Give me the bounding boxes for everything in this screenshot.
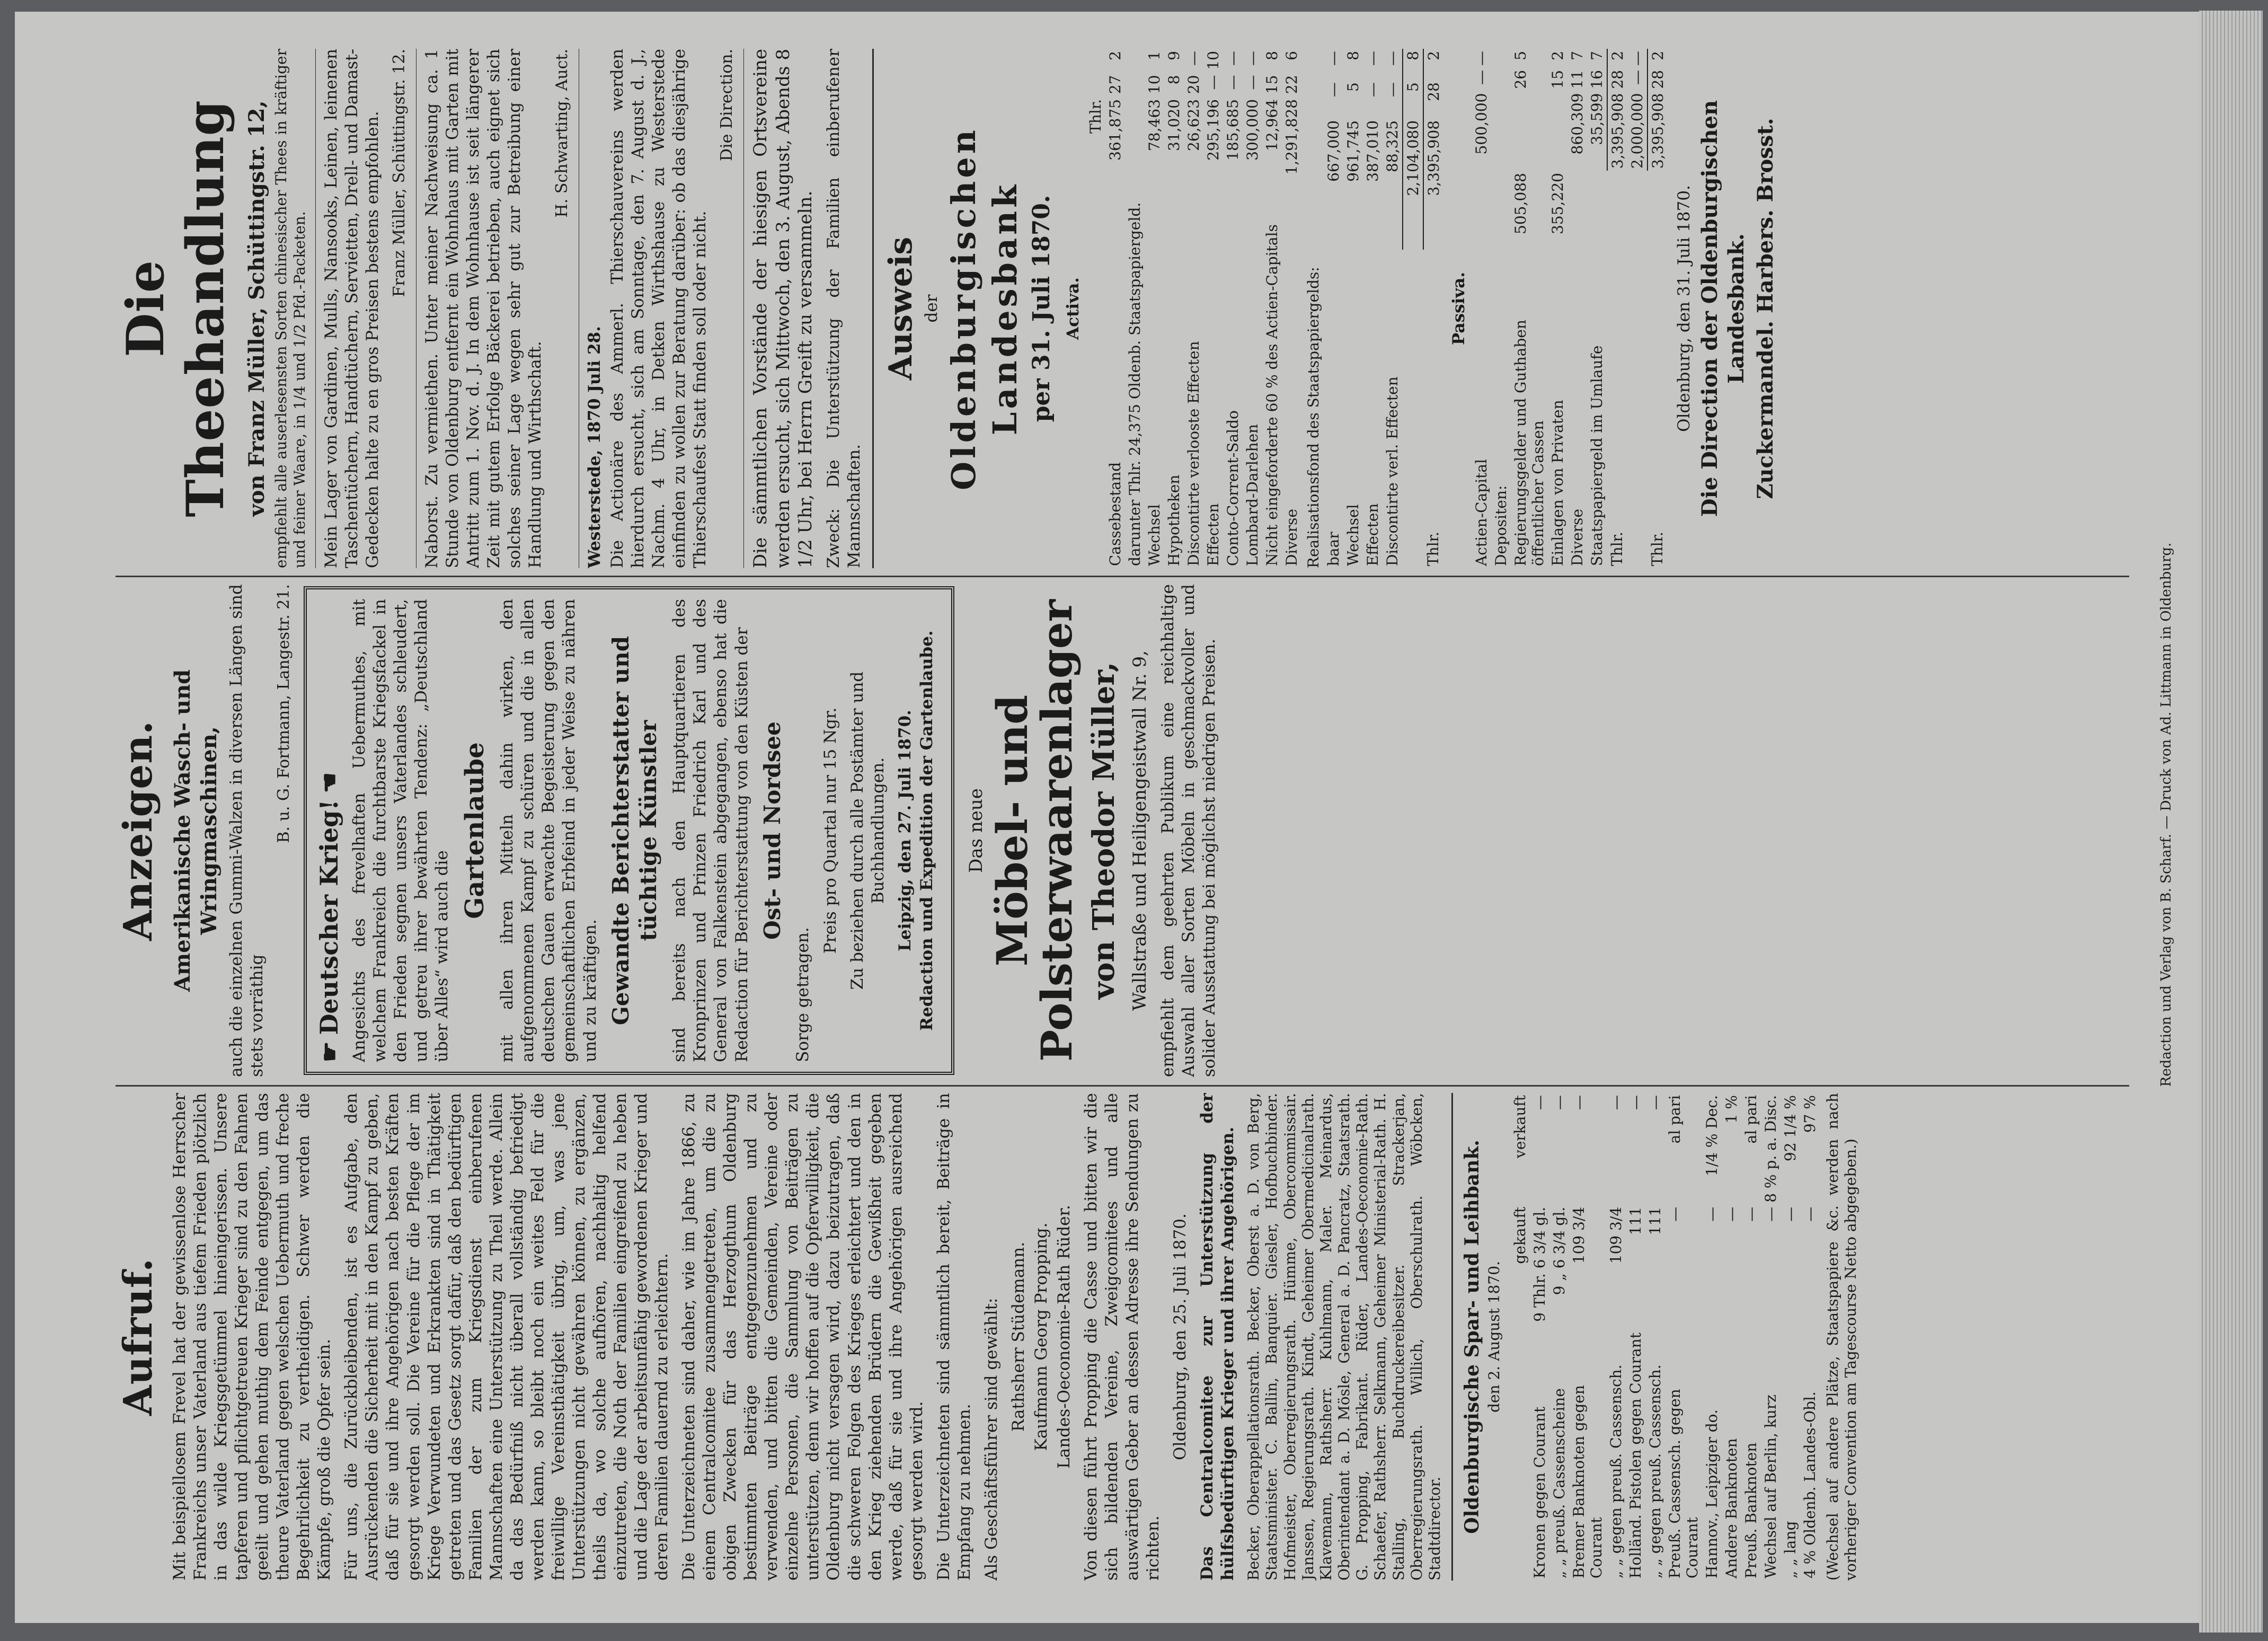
row-sub — [1472, 171, 1491, 236]
table-row — [1606, 1093, 1626, 1581]
vermiethen-signature: H. Schwarting, Auct. — [552, 49, 571, 218]
row-sub — [1587, 171, 1607, 236]
moebel-title: Möbel- und Polsterwaarenlager — [987, 599, 1082, 1062]
divider — [315, 49, 316, 568]
row-sell: — — [1530, 1095, 1548, 1110]
blank — [1086, 73, 1105, 97]
aufruf-paragraph-4: Die Unterzeichneten sind sämmtlich bereit, Beiträge in Empfang zu nehmen. — [934, 1093, 974, 1581]
table-row — [1530, 1093, 1549, 1581]
activa-heading: Activa. — [1063, 277, 1083, 340]
row-label: baar — [1324, 532, 1342, 566]
row-grote: 8 — [1165, 75, 1183, 85]
ortsvereine-text: Die sämmtlichen Vorstände der hiesigen Ortsvereine werden ersucht, sich Mittwoch, den 3. August, Abends 8 1/2 Uhr, bei Herrn Greift zu versammeln. — [749, 49, 817, 568]
divider — [416, 49, 417, 568]
thierschau-date: Westerstede, 1870 Juli 28. — [584, 326, 604, 568]
blank — [1607, 171, 1627, 236]
table-row — [1741, 1093, 1761, 1581]
activa-total-schwaren: 2 — [1423, 49, 1443, 80]
row-thaler: 26,623 — [1184, 99, 1202, 152]
row-thaler: 78,463 — [1145, 99, 1163, 152]
blank — [1086, 180, 1105, 184]
bank-date: den 2. August 1870. — [1485, 1261, 1503, 1413]
row-grote: — — [1243, 75, 1261, 90]
row-label: Hypotheken — [1165, 474, 1183, 566]
row-grote: — — [1204, 75, 1222, 90]
table-row — [1203, 49, 1223, 568]
moebel-das: Das neue — [965, 788, 987, 873]
manager-name-1: Rathsherr Stüdemann. — [1008, 1241, 1028, 1432]
row-sell: — — [1550, 1095, 1568, 1110]
krieg-paragraph-3: sind bereits nach den Hauptquartieren des Kronprinzen und Prinzen Friedrich Karl und des General von Falkenstein abgegangen, ebenso hat die Redaction für Berichterstattung von den Küsten der — [670, 599, 751, 1062]
table-row — [1626, 1093, 1645, 1581]
row-sub — [1491, 171, 1511, 236]
row-buy: 111 — [1646, 1206, 1664, 1236]
moebel-owner: von Theodor Müller, — [1086, 661, 1121, 1000]
aufruf-paragraph-5: Als Geschäftsführer sind gewählt: — [981, 1298, 1001, 1581]
row-grote: — — [1324, 82, 1342, 98]
divider — [872, 49, 874, 568]
ausweis-der: der — [922, 294, 941, 323]
row-sell: al pari — [1742, 1095, 1760, 1144]
row-label: Diverse — [1568, 508, 1586, 566]
row-label: „ „ gegen preuß. Cassensch. — [1646, 1364, 1664, 1578]
table-row — [1472, 49, 1491, 568]
row-label: 4 % Oldenb. Landes-Obl. — [1801, 1391, 1819, 1578]
activa-total-currency: Thlr. — [1424, 532, 1442, 566]
row-thaler — [1125, 97, 1145, 180]
table-row — [1647, 49, 1668, 568]
thee-subtitle: von Franz Müller, Schüttingstr. 12, — [244, 100, 269, 517]
ausweis-signers: Zuckermandel. Harbers. Brosst. — [1752, 118, 1778, 499]
committee-members: Becker, Oberappellationsrath. Becker, Oberst a. D. von Berg, Staatsminister. C. Ballin, Banquier. Giesler, Hofbuchbinder. Hofmeister, Oberregierungsrath. Hümme, Obercommissair. Janssen, Regierungsrath. Kindt, Geheimer Obermedicinalrath. Klavemann, Rathsherr. Kuhlmann, Maler. Meinardus, Oberintendant a. D. Mösle, General a. D. Pancratz, Staatsrath. G. Propping, Fabrikant. Rüder, Landes-Oeconomie-Rath. Schaefer, Rathsherr. Selkmann, Geheimer Ministerial-Rath. H. Stalling, Buchdruckereibesitzer. Strackerjan, Oberregierungsrath. Willich, Oberschulrath. Wöbcken, Stadtdirector. — [1245, 1093, 1443, 1581]
manager-name-2: Kaufmann Georg Propping. — [1031, 1222, 1051, 1451]
sub1-total: 3,395,908 — [1607, 91, 1627, 171]
real-total-grote: 5 — [1403, 80, 1423, 118]
realisation-table — [1324, 49, 1443, 568]
row-sub — [1567, 171, 1587, 236]
row-buy: — — [1665, 1206, 1684, 1222]
gartenlaube-name: Gartenlaube — [459, 742, 490, 919]
row-buy: — — [1761, 1206, 1779, 1222]
header-sell: verkauft — [1511, 1095, 1529, 1159]
row-sub: 355,220 — [1548, 173, 1566, 234]
thee-title: Die Theehandlung — [116, 100, 235, 517]
row-sub — [1223, 180, 1243, 184]
row-label: Hannov., Leipziger do. — [1703, 1409, 1721, 1578]
row-label: Holländ. Pistolen gegen Courant — [1626, 1333, 1644, 1578]
ausweis-place-date: Oldenburg, den 31. Juli 1870. — [1674, 185, 1694, 432]
row-schwaren: 5 — [1511, 51, 1529, 60]
column-2 — [116, 584, 2161, 1077]
row-schwaren: 8 — [1344, 51, 1362, 60]
row-schwaren: 7 — [1568, 51, 1586, 60]
row-label: „ „ lang — [1781, 1521, 1799, 1578]
blank — [1086, 49, 1105, 73]
realisation-title: Realisationsfond des Staatspapiergelds: — [1304, 267, 1322, 568]
ausweis-bank: Oldenburgischen Landesbank — [944, 127, 1025, 490]
real-total: 2,104,080 — [1403, 118, 1423, 250]
row-thaler: 185,685 — [1224, 99, 1242, 161]
table-row — [1086, 49, 1105, 568]
thierschau-signature: Die Direction. — [717, 49, 736, 162]
row-grote: 16 — [1588, 70, 1606, 89]
table-row — [1607, 49, 1627, 568]
row-sub: 667,000 — [1324, 120, 1342, 182]
newspaper-page — [15, 12, 2214, 1623]
row-schwaren: 9 — [1165, 51, 1183, 60]
table-row — [1383, 49, 1403, 568]
sub1-schwaren: 2 — [1607, 49, 1627, 68]
row-grote: — — [1383, 82, 1401, 98]
gartenlaube-ad — [304, 586, 954, 1075]
row-schwaren: — — [1243, 51, 1261, 66]
row-schwaren: 2 — [1106, 51, 1124, 60]
row-label: Wechsel — [1344, 504, 1362, 566]
krieg-order: Zu beziehen durch alle Postämter und Buchhandlungen. — [847, 671, 888, 990]
divider — [1451, 1093, 1453, 1581]
row-label: Diverse — [1282, 508, 1300, 566]
manager-name-3: Landes-Oeconomie-Rath Rüder. — [1054, 1205, 1074, 1469]
row-label: Discontirte verl. Effecten — [1383, 376, 1401, 566]
moebel-address: Wallstraße und Heiligengeistwall Nr. 9, — [1129, 650, 1151, 1011]
passiva-total-currency: Thlr. — [1648, 532, 1666, 566]
table-header — [1510, 1093, 1530, 1581]
committee-title: Das Centralcomitee zur Unterstützung der hülfsbedürftigen Krieger und ihrer Angehörigen. — [1198, 1093, 1238, 1581]
header-buy: gekauft — [1511, 1206, 1529, 1264]
ortsvereine-zweck: Zweck: Die Unterstützung der Familien einberufener Mannschaften. — [824, 49, 864, 568]
row-sell: — — [1646, 1095, 1664, 1110]
column-rule-2 — [116, 576, 2129, 577]
row-thaler: 361,875 — [1106, 99, 1124, 161]
row-grote: 27 — [1106, 75, 1124, 94]
table-row — [1587, 49, 1607, 568]
table-row — [1549, 1093, 1569, 1581]
exchange-table — [1510, 1093, 1820, 1581]
row-schwaren: — — [1363, 51, 1381, 66]
table-row — [1145, 49, 1164, 568]
anzeigen-title: Anzeigen. — [116, 720, 161, 941]
row-sub — [1105, 180, 1125, 184]
table-row — [1125, 49, 1145, 568]
krieg-paragraph-4: Sorge getragen. — [793, 927, 813, 1062]
aufruf-title: Aufruf. — [116, 1258, 161, 1416]
row-buy: 9 „ 6 3/4 gl. — [1550, 1206, 1568, 1295]
aufruf-paragraph-1: Mit beispiellosem Frevel hat der gewissenlose Herrscher Frankreichs unser Vaterland aus tiefem Frieden plötzlich in das wilde Kriegsgetümmel hineingerissen. Unsere tapferen und pflichtgetreuen Krieger sind zu den Fahnen geeilt und gehen muthig dem Feinde entgegen, um das theure Vaterland gegen welschen Uebermuth und freche Begehrlichkeit zu vertheidigen. Schwer werden die Kämpfe, groß die Opfer sein. — [170, 1093, 334, 1581]
table-row — [1164, 49, 1184, 568]
row-grote: 10 — [1145, 75, 1163, 94]
aufruf-paragraph-2: Für uns, die Zurückbleibenden, ist es Aufgabe, den Ausrückenden die Sicherheit mit in den Kampf zu geben, daß für sie und ihre Angehörigen nach besten Kräften gesorgt werden soll. Die Vereine für die Pflege der im Kriege Verwundeten und Erkrankten sind in Thätigkeit getreten und das Gesetz sorgt dafür, daß den bedürftigen Familien der zum Kriegsdienst einberufenen Mannschaften eine Unterstützung zu Theil werde. Allein da das Bedürfniß nicht überall vollständig befriedigt werden kann, so bleibt noch ein weites Feld für die freiwillige Vereinsthätigkeit übrig, um, was jene Unterstützungen nicht gewähren können, zu ergänzen, theils da, wo solche aufhören, nachhaltig helfend einzutreten, die Noth der Familien eingreifend zu heben und die Lage der arbeitsunfähig gewordenen Krieger und deren Familien dauernd zu erleichtern. — [342, 1093, 672, 1581]
blank — [1627, 236, 1647, 568]
row-label: Actien-Capital — [1472, 458, 1490, 566]
table-row — [1780, 1093, 1800, 1581]
table-row — [1702, 1093, 1722, 1581]
row-label: Andere Banknoten — [1722, 1438, 1740, 1578]
row-schwaren: — — [1383, 51, 1401, 66]
column-3 — [116, 49, 2161, 568]
table-row — [1262, 49, 1282, 568]
wasch-title: Amerikanische Wasch- und Wringmaschinen, — [170, 669, 222, 992]
table-row — [1184, 49, 1203, 568]
row-thaler: 12,964 — [1263, 99, 1281, 152]
thierschau-text: Die Actionäre des Ammerl. Thierschauvereins werden hierdurch ersucht, sich am Sonntage, den 7. August d. J., Nachm. 4 Uhr, in Detken Wirthshause zu Westerstede einfinden zu wollen zur Beratung darüber: ob das diesjährige Thierschaufest Statt finden soll oder nicht. — [607, 49, 710, 568]
table-row — [1423, 49, 1443, 568]
row-grote: 20 — [1184, 75, 1202, 94]
row-schwaren — [1125, 49, 1145, 73]
table-row — [1223, 49, 1243, 568]
bank-title: Oldenburgische Spar- und Leihbank. — [1461, 1140, 1484, 1534]
row-thaler: 500,000 — [1472, 93, 1490, 155]
row-schwaren: — — [1224, 51, 1242, 66]
row-label: Regierungsgelder und Guthaben öffentlicher Cassen — [1511, 320, 1547, 566]
row-thaler: 31,020 — [1165, 99, 1183, 152]
row-buy: 109 3/4 — [1570, 1206, 1588, 1264]
table-row — [1567, 49, 1587, 568]
row-sub: 505,088 — [1511, 173, 1529, 234]
activa-total-grote: 28 — [1423, 80, 1443, 118]
row-sub — [1145, 180, 1164, 184]
ausweis-date: per 31. Juli 1870. — [1028, 195, 1056, 422]
row-sub: 88,325 — [1383, 120, 1401, 172]
row-sub — [1203, 180, 1223, 184]
thee-paragraph-2: Mein Lager von Gardinen, Mulls, Nansooks, Leinen, leinenen Taschentüchern, Handtüchern, Servietten, Drell- und Damast-Gedecken halte zu en gros Preisen bestens empfohlen. — [321, 49, 382, 568]
ausweis-title: Ausweis — [882, 236, 920, 381]
krieg-price: Preis pro Quartal nur 15 Ngr. — [820, 707, 840, 954]
sub1-grote: 28 — [1607, 68, 1627, 91]
row-grote — [1125, 73, 1145, 97]
row-grote: — — [1363, 82, 1381, 98]
table-row — [1800, 1093, 1820, 1581]
row-buy: — — [1781, 1206, 1799, 1222]
krieg-paragraph-1: Angesichts des frevelhaften Uebermuthes, mit welchem Frankreich die furchtbarste Kriegsfackel in den Frieden segnen unsers Vaterlandes schleudert, und getreu ihrer bewährten Tendenz: „Deutschland über Alles“ wird auch die — [349, 599, 451, 1062]
bank-note: (Wechsel auf andere Plätze, Staatspapiere &c. werden nach vorheriger Convention am Tagescourse Netto abgegeben.) — [1823, 1093, 1859, 1581]
footer-imprint: Redaction und Verlag von B. Scharf. — Druck von Ad. Littmann in Oldenburg. — [2158, 542, 2174, 1087]
row-sub — [1262, 180, 1282, 184]
row-label: Effecten — [1363, 503, 1381, 566]
blank — [1086, 184, 1105, 568]
row-buy: — — [1722, 1206, 1740, 1222]
row-label: Discontirte verlooste Effecten — [1184, 341, 1202, 566]
row-thaler — [1491, 91, 1511, 171]
aufruf-date: Oldenburg, den 25. Juli 1870. — [1171, 1213, 1190, 1460]
row-buy: — — [1742, 1206, 1760, 1222]
row-schwaren: 2 — [1548, 51, 1566, 60]
row-schwaren: 6 — [1282, 51, 1300, 60]
row-schwaren: 8 — [1263, 51, 1281, 60]
krieg-paragraph-2: mit allen ihren Mitteln dahin wirken, den aufgenommenen Kampf zu schüren und die in allen deutschen Gauen erwachte Begeisterung gegen den gemeinschaftlichen Erbfeind in jeder Weise zu nähren und zu kräftigen. — [498, 599, 600, 1062]
row-sell: — — [1607, 1095, 1625, 1110]
table-row — [1548, 49, 1567, 568]
row-schwaren — [1491, 49, 1511, 68]
currency: Thlr. — [1086, 99, 1104, 134]
table-row — [1324, 49, 1343, 568]
row-thaler: 295,196 — [1204, 99, 1222, 161]
row-label: Nicht eingeforderte 60 % des Actien-Capitals — [1263, 224, 1281, 566]
row-sell: — — [1570, 1095, 1588, 1110]
row-sell: 97 % — [1801, 1095, 1819, 1133]
row-label: „ „ gegen preuß. Cassensch. — [1607, 1364, 1625, 1578]
sub2-grote: — — [1628, 70, 1646, 85]
moebel-text: empfiehlt dem geehrten Publikum eine reichhaltige Auswahl aller Sorten Möbeln in geschmackvoller und solider Ausstattung bei möglichst niedrigen Preisen. — [1158, 584, 1219, 1077]
row-grote: 5 — [1344, 82, 1362, 92]
pointing-hand-icon: ☛ — [316, 1041, 343, 1062]
table-row — [1491, 49, 1511, 568]
real-total-schwaren: 8 — [1403, 49, 1423, 80]
wasch-text: auch die einzelnen Gummi-Walzen in diversen Längen sind stets vorräthig — [226, 584, 267, 1077]
blank — [1403, 250, 1423, 568]
row-label: Cassebestand — [1106, 462, 1124, 566]
book-page-edges — [2199, 11, 2263, 1633]
row-grote: 26 — [1511, 70, 1529, 89]
row-label: Einlagen von Privaten — [1548, 400, 1566, 566]
row-label: Preuß. Cassensch. gegen Courant — [1665, 1389, 1701, 1578]
ostsee-heading: Ost- und Nordsee — [759, 721, 785, 940]
table-row — [1511, 49, 1548, 568]
row-label: darunter Thlr. 24,375 Oldenb. Staatspapiergeld. — [1126, 202, 1144, 566]
table-row — [1363, 49, 1383, 568]
krieg-date: Leipzig, den 27. Juli 1870. — [895, 710, 915, 951]
row-label: Kronen gegen Courant — [1530, 1406, 1548, 1578]
row-sub — [1184, 180, 1203, 184]
row-sell: 1/4 % Dec. — [1703, 1095, 1721, 1177]
row-sub — [1282, 180, 1301, 184]
blank — [1627, 171, 1647, 236]
row-buy: — — [1703, 1206, 1721, 1222]
row-sell: 92 1/4 % — [1781, 1095, 1799, 1162]
passiva-total: 3,395,908 — [1647, 91, 1668, 171]
row-label: Depositen: — [1492, 485, 1510, 566]
passiva-heading: Passiva. — [1449, 271, 1468, 346]
row-thaler: 300,000 — [1243, 99, 1261, 161]
row-label: „ „ preuß. Cassenscheine — [1550, 1388, 1568, 1578]
row-schwaren: 7 — [1588, 51, 1606, 60]
column-1 — [116, 1093, 2161, 1581]
table-row — [1761, 1093, 1780, 1581]
divider — [743, 49, 744, 568]
row-schwaren: 1 — [1145, 51, 1163, 60]
row-buy: — — [1801, 1206, 1819, 1222]
sub2-schwaren: — — [1628, 51, 1646, 66]
row-sub: 961,745 — [1344, 120, 1362, 182]
row-sell: 1 % — [1722, 1095, 1740, 1124]
gewandte-heading: Gewandte Berichterstatter und tüchtige Künstler — [607, 636, 662, 1026]
table-row — [1665, 1093, 1702, 1581]
row-sell: al pari — [1665, 1095, 1684, 1144]
row-sub: 387,010 — [1363, 120, 1381, 182]
vermiethen-text: Naborst. Zu vermiethen. Unter meiner Nachweisung ca. 1 Stunde von Oldenburg entfernt ein Wohnhaus mit Garten mit Antritt zum 1. Nov. d. J. In dem Wohnhause ist seit längerer Zeit mit gutem Erfolge Bäckerei betrieben, auch eignet sich solches seiner Lage wegen sehr gut zur Betreibung einer Handlung und Wirthschaft. — [422, 49, 545, 568]
row-grote: 11 — [1568, 70, 1586, 89]
table-row — [1627, 49, 1647, 568]
row-thaler: 860,309 — [1568, 93, 1586, 155]
pointing-hand-icon: ☚ — [316, 772, 343, 793]
row-grote: — — [1224, 75, 1242, 90]
row-grote — [1491, 68, 1511, 91]
row-schwaren: — — [1324, 51, 1342, 66]
table-row — [1282, 49, 1301, 568]
row-label: Effecten — [1204, 503, 1222, 566]
krieg-title: Deutscher Krieg! — [314, 799, 343, 1035]
thee-signature: Franz Müller, Schüttingstr. 12. — [389, 49, 409, 297]
row-label: Wechsel — [1145, 504, 1163, 566]
table-row — [1105, 49, 1125, 568]
row-label: Conto-Corrent-Saldo — [1224, 410, 1242, 566]
activa-total: 3,395,908 — [1423, 118, 1443, 250]
activa-table — [1086, 49, 1301, 568]
row-label: Staatspapiergeld im Umlaufe — [1588, 345, 1606, 566]
row-label: Preuß. Banknoten — [1742, 1442, 1760, 1578]
row-buy: 111 — [1626, 1206, 1644, 1236]
passiva-total-grote: 28 — [1647, 68, 1668, 91]
row-schwaren: — — [1472, 51, 1490, 66]
column-rule-1 — [116, 1085, 2129, 1087]
row-grote: 22 — [1282, 75, 1300, 94]
row-sell: 8 % p. a. Disc. — [1761, 1095, 1779, 1203]
row-label: Lombard-Darlehen — [1243, 424, 1261, 566]
ausweis-direction: Die Direction der Oldenburgischen Landesbank. — [1697, 100, 1749, 517]
row-thaler — [1511, 91, 1548, 171]
row-label: Bremer Banknoten gegen Courant — [1570, 1385, 1605, 1578]
row-sub — [1243, 180, 1262, 184]
aufruf-paragraph-6: Von diesen führt Propping die Casse und bitten wir die sich bildenden Vereine, Zweigcomitees und alle auswärtigen Geber an dessen Adresse ihre Sendungen zu richten. — [1081, 1093, 1163, 1581]
row-thaler: 1,291,828 — [1282, 99, 1300, 175]
table-row — [1243, 49, 1262, 568]
blank — [1647, 171, 1668, 236]
row-sub — [1164, 180, 1184, 184]
row-label: Wechsel auf Berlin, kurz — [1761, 1395, 1779, 1578]
row-sub — [1125, 180, 1145, 184]
row-grote: — — [1472, 70, 1490, 85]
row-sell: — — [1626, 1095, 1644, 1110]
passiva-total-schwaren: 2 — [1647, 49, 1668, 68]
sub2-total: 2,000,000 — [1628, 93, 1646, 169]
table-row — [1403, 49, 1423, 568]
row-buy: 109 3/4 — [1607, 1206, 1625, 1264]
row-schwaren: — — [1184, 51, 1202, 66]
row-grote: 15 — [1263, 75, 1281, 94]
table-row — [1569, 1093, 1606, 1581]
table-row — [1722, 1093, 1741, 1581]
krieg-heading — [314, 599, 345, 1062]
wasch-address: B. u. G. Fortmann, Langestr. 21. — [274, 584, 293, 843]
passiva-table — [1472, 49, 1668, 568]
row-buy: 9 Thlr. 6 3/4 gl. — [1530, 1206, 1548, 1322]
aufruf-paragraph-3: Die Unterzeichneten sind daher, wie im Jahre 1866, zu einem Centralcomitee zusammengetreten, um die zu obigen Zwecken für das Herzogthum Oldenburg bestimmten Beiträge entgegenzunehmen und zu verwenden, und bitten die Gemeinden, Vereine oder einzelne Personen, die Sammlung von Beiträgen zu unterstützen, denn wir hoffen auf die Opferwilligkeit, die Oldenburg nicht versagen wird, dazu beizutragen, daß die schweren Folgen des Krieges erleichtert und den in den Krieg ziehenden Brüdern die Gewißheit gegeben werde, daß für sie und ihre Angehörigen ausreichend gesorgt werden wird. — [679, 1093, 926, 1581]
krieg-signature: Redaction und Expedition der Gartenlaube. — [917, 630, 936, 1031]
row-thaler — [1548, 91, 1567, 171]
sub1-currency: Thlr. — [1608, 532, 1626, 566]
table-row — [1343, 49, 1363, 568]
table-row — [1645, 1093, 1665, 1581]
row-schwaren: 10 — [1204, 51, 1222, 70]
row-grote: 15 — [1548, 70, 1566, 89]
thee-text: empfiehlt alle auserlesensten Sorten chinesischer Thees in kräftiger und feiner Waare, in 1/4 und 1/2 Pfd.-Packeten. — [272, 49, 308, 568]
row-thaler: 35,599 — [1588, 93, 1606, 145]
rotated-content — [15, 12, 2214, 1623]
